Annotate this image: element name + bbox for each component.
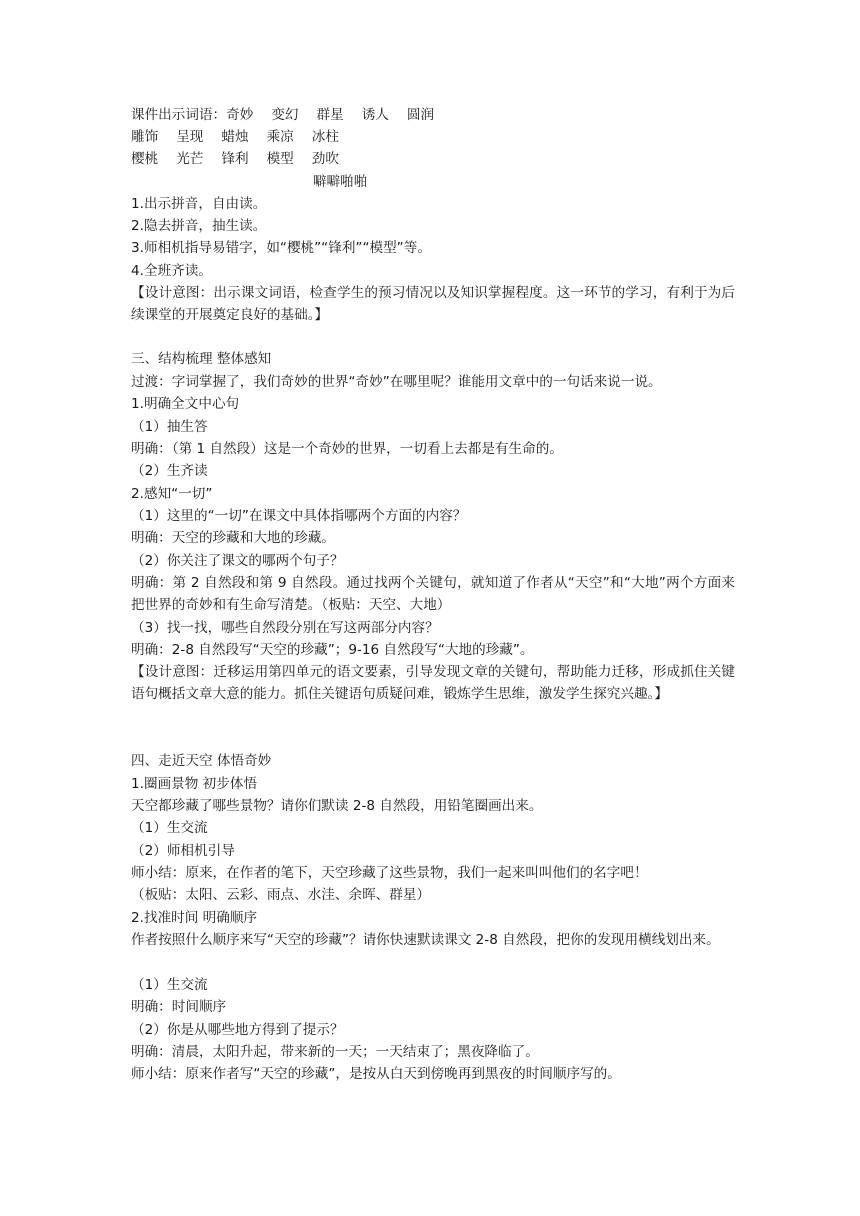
vocab-word: 奇妙 <box>226 107 254 123</box>
body-line: （1）这里的“一切”在课文中具体指哪两个方面的内容？ <box>131 508 467 524</box>
body-line: （2）生齐读 <box>131 463 208 479</box>
subheading: 1.明确全文中心句 <box>131 396 240 412</box>
step-line: 3.师相机指导易错字，如“樱桃”“锋利”“模型”等。 <box>131 240 431 256</box>
body-line: （2）你是从哪些地方得到了提示？ <box>131 1022 344 1038</box>
subheading: 2.感知“一切” <box>131 486 213 502</box>
body-line: 明确：（第 1 自然段）这是一个奇妙的世界，一切看上去都是有生命的。 <box>131 441 563 457</box>
vocab-word: 蜡烛 <box>221 129 249 145</box>
body-line: 明确：时间顺序 <box>131 999 227 1015</box>
vocab-word: 光芒 <box>176 151 204 167</box>
vocab-word: 噼噼啪啪 <box>313 174 368 190</box>
body-line: （1）生交流 <box>131 820 208 836</box>
vocab-word: 雕饰 <box>131 129 159 145</box>
body-line: （2）师相机引导 <box>131 843 235 859</box>
step-line: 1.出示拼音，自由读。 <box>131 196 267 212</box>
body-line: （1）抽生答 <box>131 419 208 435</box>
body-line: 过渡：字词掌握了，我们奇妙的世界“奇妙”在哪里呢？谁能用文章中的一句话来说一说。 <box>131 374 662 390</box>
body-line: 师小结：原来作者写“天空的珍藏”，是按从白天到傍晚再到黑夜的时间顺序写的。 <box>131 1066 621 1082</box>
step-line: 2.隐去拼音，抽生读。 <box>131 218 267 234</box>
subheading: 1.圈画景物 初步体悟 <box>131 776 258 792</box>
vocab-line-3 <box>131 148 735 170</box>
vocab-word: 锋利 <box>221 151 249 167</box>
vocab-word: 乘凉 <box>266 129 294 145</box>
design-intent-paragraph: 【设计意图：出示课文词语，检查学生的预习情况以及知识掌握程度。这一环节的学习，有利于为后续课堂的开展奠定良好的基础。】 <box>131 285 735 324</box>
body-line: 明确：2-8 自然段写“天空的珍藏”；9-16 自然段写“大地的珍藏”。 <box>131 642 534 658</box>
vocab-word: 樱桃 <box>131 151 159 167</box>
body-line: 天空都珍藏了哪些景物？请你们默读 2-8 自然段，用铅笔圈画出来。 <box>131 798 543 814</box>
section-heading: 三、结构梳理 整体感知 <box>131 351 272 367</box>
body-line: （2）你关注了课文的哪两个句子？ <box>131 553 344 569</box>
body-line: （3）找一找，哪些自然段分别在写这两部分内容？ <box>131 620 439 636</box>
body-line: 明确：天空的珍藏和大地的珍藏。 <box>131 530 335 546</box>
vocab-word: 呈现 <box>176 129 204 145</box>
body-line: 明确：清晨，太阳升起，带来新的一天；一天结束了；黑夜降临了。 <box>131 1044 539 1060</box>
vocab-line-2 <box>131 126 735 148</box>
body-line: （板贴：太阳、云彩、雨点、水洼、余晖、群星） <box>131 887 431 903</box>
body-paragraph: 作者按照什么顺序来写“天空的珍藏”？请你快速默读课文 2-8 自然段，把你的发现用横线划出来。 <box>131 932 720 948</box>
vocab-line-1 <box>131 104 735 126</box>
subheading: 2.找准时间 明确顺序 <box>131 910 258 926</box>
body-paragraph: 明确：第 2 自然段和第 9 自然段。通过找两个关键句，就知道了作者从“天空”和“大地”两个方面来把世界的奇妙和有生命写清楚。（板贴：天空、大地） <box>131 575 735 614</box>
body-line: 师小结：原来，在作者的笔下，天空珍藏了这些景物，我们一起来叫叫他们的名字吧！ <box>131 865 648 881</box>
vocab-word: 诱人 <box>361 107 389 123</box>
body-line: （1）生交流 <box>131 977 208 993</box>
vocab-line-4 <box>313 171 860 193</box>
vocab-word: 模型 <box>266 151 294 167</box>
vocab-word: 群星 <box>316 107 344 123</box>
vocab-label: 课件出示词语： <box>131 107 227 123</box>
vocab-word: 变幻 <box>271 107 299 123</box>
vocab-word: 圆润 <box>406 107 435 123</box>
vocab-word: 冰柱 <box>311 129 339 145</box>
step-line: 4.全班齐读。 <box>131 263 212 279</box>
vocab-word: 劲吹 <box>311 151 339 167</box>
design-intent-paragraph: 【设计意图：迁移运用第四单元的语文要素，引导发现文章的关键句，帮助能力迁移，形成抓住关键语句概括文章大意的能力。抓住关键语句质疑问难，锻炼学生思维，激发学生探究兴趣。】 <box>131 664 735 703</box>
section-heading: 四、走近天空 体悟奇妙 <box>131 753 272 769</box>
